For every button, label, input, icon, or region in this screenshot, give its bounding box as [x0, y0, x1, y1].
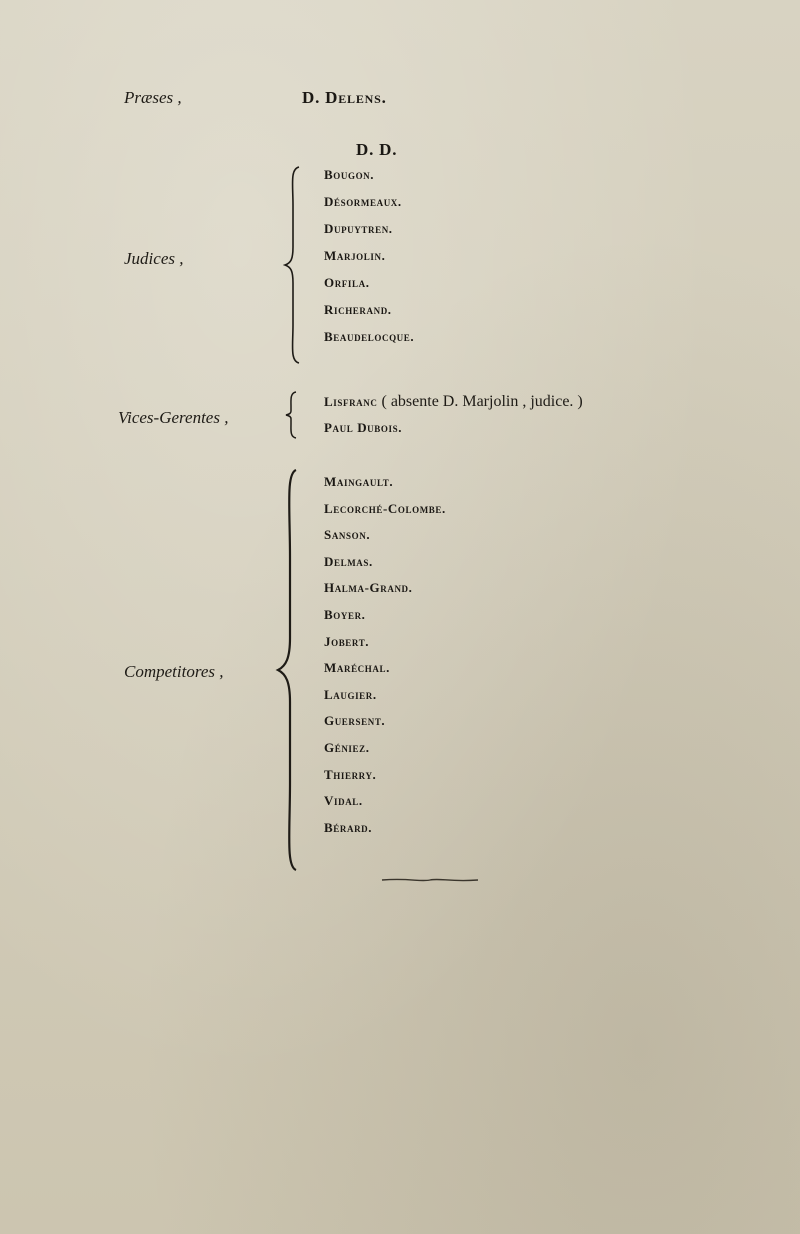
- competitor-name: Guersent.: [324, 713, 386, 729]
- competitores-label: Competitores ,: [124, 662, 224, 681]
- competitor-name: Thierry.: [324, 766, 377, 782]
- vices-gerentes-line-1: [324, 393, 583, 411]
- judex-name: Richerand.: [324, 302, 392, 317]
- competitor-name: Maréchal.: [324, 660, 390, 676]
- vices-gerentes-name-1: Lisfranc: [324, 394, 378, 409]
- vices-gerentes-label: Vices-Gerentes ,: [118, 408, 229, 427]
- competitor-name: Géniez.: [324, 740, 370, 755]
- competitor-name: Lecorché-Colombe.: [324, 500, 446, 516]
- competitor-name: Sanson.: [324, 527, 371, 543]
- competitor-name: Bérard.: [324, 819, 373, 835]
- competitor-name: Laugier.: [324, 686, 377, 702]
- praeses-name: D. Delens.: [302, 88, 387, 107]
- judex-name: Marjolin.: [324, 248, 386, 263]
- competitores-brace: [272, 468, 302, 872]
- judex-name: Beaudelocque.: [324, 329, 415, 344]
- praeses-label: Præses ,: [124, 88, 182, 107]
- ornamental-rule: [380, 874, 480, 886]
- competitor-name: Maingault.: [324, 474, 394, 489]
- vices-gerentes-name-2: Paul Dubois.: [324, 420, 403, 435]
- competitor-name: Boyer.: [324, 607, 366, 622]
- judex-name: Dupuytren.: [324, 221, 393, 236]
- vices-gerentes-brace: [283, 390, 301, 440]
- judex-name: Désormeaux.: [324, 194, 402, 209]
- judex-name: Orfila.: [324, 275, 370, 290]
- competitor-name: Jobert.: [324, 633, 370, 649]
- competitor-name: Halma-Grand.: [324, 580, 413, 596]
- dd-heading: D. D.: [356, 140, 398, 159]
- vices-gerentes-note: ( absente D. Marjolin , judice. ): [381, 393, 583, 410]
- judices-label: Judices ,: [124, 249, 184, 268]
- judices-brace: [283, 165, 305, 365]
- judex-name: Bougon.: [324, 167, 375, 182]
- competitor-name: Delmas.: [324, 553, 373, 569]
- competitor-name: Vidal.: [324, 793, 363, 809]
